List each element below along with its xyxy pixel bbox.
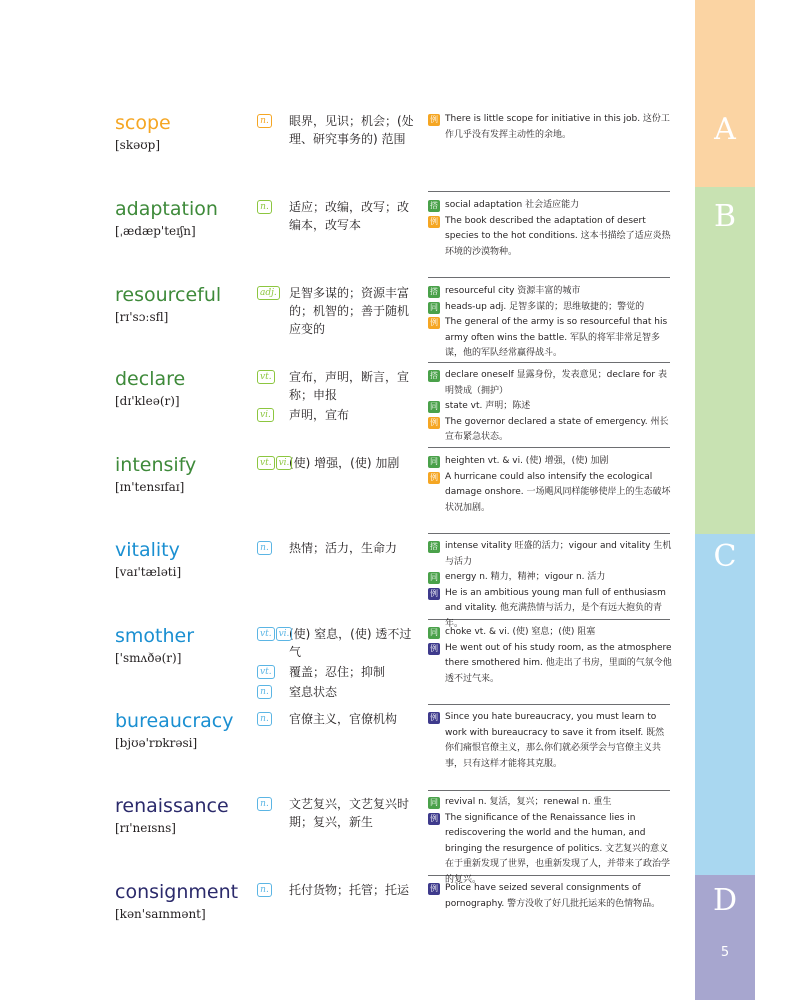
usage-notes: [428, 112, 672, 143]
synonym-mark-icon: 同: [430, 628, 438, 637]
usage-notes: [428, 539, 672, 632]
definition: [257, 368, 419, 404]
example-mark-icon: 例: [430, 884, 438, 893]
example-mark-icon: 例: [430, 813, 438, 823]
usage-note-text: There is little scope for initiative in this job. 这份工作几乎没有发挥主动性的余地。: [445, 114, 670, 140]
definition: [257, 539, 419, 557]
headword: resourceful: [115, 284, 222, 306]
phonetic: [dɪ'kleə(r)]: [115, 394, 180, 408]
phonetic: [rɪ'sɔːsfl]: [115, 310, 169, 324]
definition: [257, 406, 419, 424]
part-of-speech-tags: [257, 456, 292, 470]
usage-note: [428, 625, 672, 641]
phonetic: [ɪn'tensɪfaɪ]: [115, 480, 185, 494]
collocation-mark-icon: 搭: [430, 542, 438, 551]
usage-notes: [428, 198, 672, 260]
entry-divider: [428, 533, 670, 534]
phonetic: [skəʊp]: [115, 138, 161, 152]
definition: [257, 112, 419, 148]
entry-divider: [428, 362, 670, 363]
usage-note-text: A hurricane could also intensify the ecological damage onshore. 一场飓风同样能够使岸上的生态破坏状况加剧。: [445, 471, 671, 513]
usage-note-text: Since you hate bureaucracy, you must learn to work with bureaucracy to save it from itself. 既然你们痛恨官僚主义，那么你们就必须学会与官僚主义共事，只有这样才能将其克服。: [445, 712, 665, 769]
synonym-mark-icon: 同: [430, 457, 438, 466]
part-of-speech-tags: [257, 541, 272, 555]
usage-note: [428, 470, 672, 517]
entry-divider: [428, 191, 670, 192]
usage-note: [428, 539, 672, 570]
example-mark-icon: 例: [430, 115, 438, 124]
definition: [257, 710, 419, 728]
example-mark-icon: 例: [430, 588, 438, 598]
definition-text: (使) 增强，(使) 加剧: [289, 456, 400, 470]
usage-note-text: The general of the army is so resourceful that his army often wins the battle. 军队的将军非常足智多谋，他的军队经常赢得战斗。: [445, 317, 668, 358]
example-mark-icon: 例: [430, 643, 438, 653]
usage-note-text: revival n. 复活，复兴；renewal n. 重生: [445, 797, 612, 807]
index-letter: B: [713, 199, 737, 234]
headword: declare: [115, 368, 186, 390]
part-of-speech-tag: vt.: [257, 627, 275, 641]
usage-notes: [428, 710, 672, 772]
headword: vitality: [115, 539, 180, 561]
usage-note-text: Police have seized several consignments of pornography. 警方没收了好几批托运来的色情物品。: [445, 883, 661, 909]
index-letter: A: [714, 112, 736, 147]
part-of-speech-tag: vt.: [257, 456, 275, 470]
part-of-speech-tag: vi.: [276, 627, 293, 641]
definition: [257, 284, 419, 338]
usage-note: [428, 415, 672, 446]
definition-text: (使) 窒息，(使) 透不过气: [289, 627, 412, 659]
headword: intensify: [115, 454, 197, 476]
definition-text: 宣布，声明，断言，宣称；申报: [289, 370, 410, 402]
part-of-speech-tag: n.: [257, 883, 272, 897]
part-of-speech-tags: [257, 665, 275, 679]
synonym-mark-icon: 同: [430, 798, 438, 807]
part-of-speech-tags: [257, 627, 292, 641]
usage-note: [428, 368, 672, 399]
part-of-speech-tags: [257, 200, 272, 214]
definition-text: 窒息状态: [289, 685, 338, 699]
definitions: [257, 198, 419, 236]
usage-notes: [428, 368, 672, 446]
synonym-mark-icon: 同: [430, 402, 438, 411]
part-of-speech-tag: vt.: [257, 665, 275, 679]
usage-note-text: declare oneself 显露身份，发表意见；declare for 表明赞成（拥护）: [445, 370, 667, 396]
headword: renaissance: [115, 795, 229, 817]
definition: [257, 881, 419, 899]
definition-text: 官僚主义，官僚机构: [289, 712, 398, 726]
definitions: [257, 284, 419, 340]
index-tab-b[interactable]: [695, 187, 755, 534]
synonym-mark-icon: 同: [430, 573, 438, 582]
phonetic: [ˌædæp'teɪʃn]: [115, 224, 196, 238]
example-mark-icon: 例: [430, 417, 438, 427]
phonetic: [kən'saɪnmənt]: [115, 907, 206, 921]
part-of-speech-tag: n.: [257, 114, 272, 128]
example-mark-icon: 例: [430, 713, 438, 722]
definition: [257, 454, 419, 472]
definitions: [257, 710, 419, 730]
part-of-speech-tag: vi.: [276, 456, 293, 470]
usage-note: [428, 284, 672, 300]
part-of-speech-tag: vi.: [257, 408, 274, 422]
definition-text: 足智多谋的；资源丰富的；机智的；善于随机应变的: [289, 286, 410, 336]
part-of-speech-tags: [257, 114, 272, 128]
phonetic: [vaɪ'tæləti]: [115, 565, 182, 579]
definitions: [257, 795, 419, 833]
usage-note-text: social adaptation 社会适应能力: [445, 200, 580, 210]
headword: consignment: [115, 881, 239, 903]
part-of-speech-tags: [257, 685, 272, 699]
part-of-speech-tag: n.: [257, 541, 272, 555]
index-letter: C: [713, 539, 737, 574]
part-of-speech-tags: [257, 712, 272, 726]
usage-notes: [428, 881, 672, 912]
usage-note-text: choke vt. & vi. (使) 窒息；(使) 阻塞: [445, 627, 596, 637]
entry-divider: [428, 277, 670, 278]
headword: adaptation: [115, 198, 218, 220]
part-of-speech-tag: vt.: [257, 370, 275, 384]
index-letter: D: [712, 883, 738, 918]
headword: bureaucracy: [115, 710, 234, 732]
definitions: [257, 881, 419, 901]
index-tab-a[interactable]: [695, 0, 755, 187]
example-mark-icon: 例: [430, 216, 438, 226]
usage-notes: [428, 795, 672, 888]
usage-note-text: heads-up adj. 足智多谋的；思维敏捷的；警觉的: [445, 301, 645, 312]
definition: [257, 683, 419, 701]
usage-note: [428, 570, 672, 586]
example-mark-icon: 例: [430, 318, 438, 327]
usage-note: [428, 641, 672, 688]
definitions: [257, 539, 419, 559]
usage-note-text: The governor declared a state of emergency. 州长宣布紧急状态。: [445, 416, 669, 442]
usage-note: [428, 811, 672, 889]
part-of-speech-tags: [257, 408, 274, 422]
definition: [257, 795, 419, 831]
part-of-speech-tags: [257, 370, 275, 384]
part-of-speech-tag: n.: [257, 200, 272, 214]
definition-text: 适应；改编，改写；改编本，改写本: [289, 200, 410, 232]
definitions: [257, 368, 419, 426]
example-mark-icon: 例: [430, 472, 438, 482]
headword: smother: [115, 625, 195, 647]
phonetic: [rɪ'neɪsns]: [115, 821, 176, 835]
usage-note-text: heighten vt. & vi. (使) 增强，(使) 加剧: [445, 456, 609, 466]
alphabet-index-tabs: [695, 0, 755, 1000]
collocation-mark-icon: 搭: [430, 287, 438, 296]
usage-note: [428, 300, 672, 316]
usage-note-text: energy n. 精力，精神；vigour n. 活力: [445, 572, 606, 582]
collocation-mark-icon: 搭: [430, 371, 438, 380]
phonetic: ['smʌðə(r)]: [115, 651, 182, 665]
part-of-speech-tags: [257, 286, 280, 300]
part-of-speech-tag: adj.: [257, 286, 280, 300]
definition: [257, 663, 419, 681]
usage-note-text: state vt. 声明；陈述: [445, 401, 531, 411]
definitions: [257, 454, 419, 474]
part-of-speech-tag: n.: [257, 797, 272, 811]
collocation-mark-icon: 搭: [430, 201, 438, 210]
usage-note: [428, 198, 672, 214]
entry-divider: [428, 704, 670, 705]
definition-text: 声明，宣布: [289, 408, 350, 422]
usage-note: [428, 112, 672, 143]
usage-note: [428, 214, 672, 261]
part-of-speech-tags: [257, 883, 272, 897]
part-of-speech-tag: n.: [257, 685, 272, 699]
phonetic: [bjʊə'rɒkrəsi]: [115, 736, 198, 750]
definitions: [257, 112, 419, 150]
usage-note: [428, 315, 672, 362]
definition-text: 文艺复兴，文艺复兴时期；复兴，新生: [289, 797, 410, 829]
index-tab-c[interactable]: [695, 534, 755, 875]
entry-divider: [428, 447, 670, 448]
usage-note: [428, 399, 672, 415]
part-of-speech-tags: [257, 797, 272, 811]
definition: [257, 198, 419, 234]
headword: scope: [115, 112, 171, 134]
usage-note-text: resourceful city 资源丰富的城市: [445, 286, 581, 296]
definition-text: 热情；活力，生命力: [289, 541, 398, 555]
synonym-mark-icon: 同: [430, 302, 438, 312]
entry-divider: [428, 790, 670, 791]
usage-note-text: He is an ambitious young man full of enthusiasm and vitality. 他充满热情与活力，是个有远大抱负的青年。: [445, 587, 666, 629]
usage-note: [428, 710, 672, 772]
page-number: 5: [720, 945, 730, 960]
usage-note-text: He went out of his study room, as the atmosphere there smothered him. 他走出了书房，里面的气氛令他透不过气来。: [445, 642, 672, 684]
index-tab-d[interactable]: [695, 875, 755, 1000]
usage-note: [428, 454, 672, 470]
definitions: [257, 625, 419, 703]
usage-note-text: The significance of the Renaissance lies in rediscovering the world and the human, and bringing the resurgence of politics. 文艺复兴的意义在于重新发现了世界，也重新发现了人，并带来了政治学的复兴。: [445, 812, 671, 885]
usage-notes: [428, 454, 672, 516]
usage-note: [428, 881, 672, 912]
definition: [257, 625, 419, 661]
usage-note: [428, 795, 672, 811]
definition-text: 覆盖；忍住；抑制: [289, 665, 386, 679]
definition-text: 托付货物；托管；托运: [289, 883, 410, 897]
definition-text: 眼界，见识；机会；(处理、研究事务的) 范围: [289, 114, 414, 146]
usage-notes: [428, 625, 672, 687]
usage-note-text: The book described the adaptation of desert species to the hot conditions. 这本书描绘了适应炎热环境的沙漠物种。: [445, 215, 671, 257]
part-of-speech-tag: n.: [257, 712, 272, 726]
usage-note-text: intense vitality 旺盛的活力；vigour and vitality 生机与活力: [445, 541, 672, 567]
usage-notes: [428, 284, 672, 362]
